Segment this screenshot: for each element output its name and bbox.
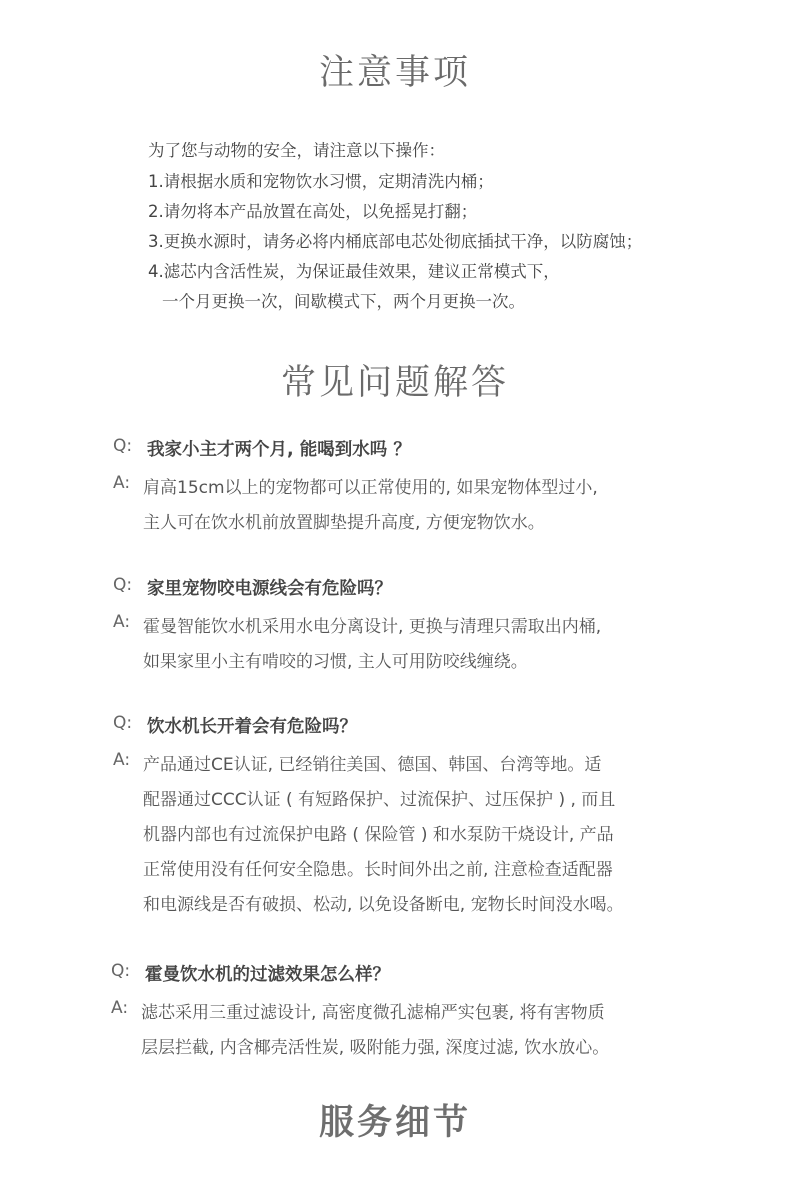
notice-title: 注意事项 [318,53,471,93]
faq-answer-line: 配器通过CCC认证 ( 有短路保护、过流保护、过压保护 ) , 而且 [143,790,616,810]
faq-answer-line: 如果家里小主有啃咬的习惯, 主人可用防咬线缠绕。 [143,652,528,672]
faq-answer-line: 层层拦截, 内含椰壳活性炭, 吸附能力强, 深度过滤, 饮水放心。 [141,1038,610,1058]
question-label: Q: [113,713,133,733]
question-label: Q: [111,961,131,981]
notice-item-4: 4.滤芯内含活性炭，为保证最佳效果，建议正常模式下， [148,262,560,281]
faq-title: 常见问题解答 [280,363,509,403]
faq-question: 家里宠物咬电源线会有危险吗？ [147,579,392,599]
answer-label: A: [113,612,131,632]
faq-question: 饮水机长开着会有危险吗？ [147,717,357,737]
faq-question: 我家小主才两个月, 能喝到水吗 ？ [147,440,411,460]
notice-item-1: 1.请根据水质和宠物饮水习惯，定期清洗内桶； [148,172,494,191]
faq-answer-line: 霍曼智能饮水机采用水电分离设计, 更换与清理只需取出内桶, [143,617,602,637]
notice-item-4-continued: 一个月更换一次，间歇模式下，两个月更换一次。 [162,292,525,311]
answer-label: A: [111,998,129,1018]
faq-answer-line: 和电源线是否有破损、松动, 以免设备断电, 宠物长时间没水喝。 [143,895,624,915]
faq-answer-line: 产品通过CE认证, 已经销往美国、德国、韩国、台湾等地。适 [143,755,602,775]
faq-answer-line: 主人可在饮水机前放置脚垫提升高度, 方便宠物饮水。 [143,513,545,533]
notice-intro: 为了您与动物的安全，请注意以下操作： [148,141,445,160]
answer-label: A: [113,473,131,493]
question-label: Q: [113,436,133,456]
notice-item-2: 2.请勿将本产品放置在高处，以免摇晃打翻； [148,202,478,221]
service-title: 服务细节 [318,1103,471,1143]
question-label: Q: [113,575,133,595]
faq-question: 霍曼饮水机的过滤效果怎么样？ [145,965,390,985]
faq-answer-line: 机器内部也有过流保护电路 ( 保险管 ) 和水泵防干烧设计, 产品 [143,825,614,845]
faq-answer-line: 正常使用没有任何安全隐患。长时间外出之前, 注意检查适配器 [143,860,613,880]
faq-answer-line: 肩高15cm以上的宠物都可以正常使用的, 如果宠物体型过小, [143,478,598,498]
answer-label: A: [113,750,131,770]
notice-item-3: 3.更换水源时，请务必将内桶底部电芯处彻底插拭干净，以防腐蚀； [148,232,643,251]
faq-answer-line: 滤芯采用三重过滤设计, 高密度微孔滤棉严实包裹, 将有害物质 [141,1003,605,1023]
